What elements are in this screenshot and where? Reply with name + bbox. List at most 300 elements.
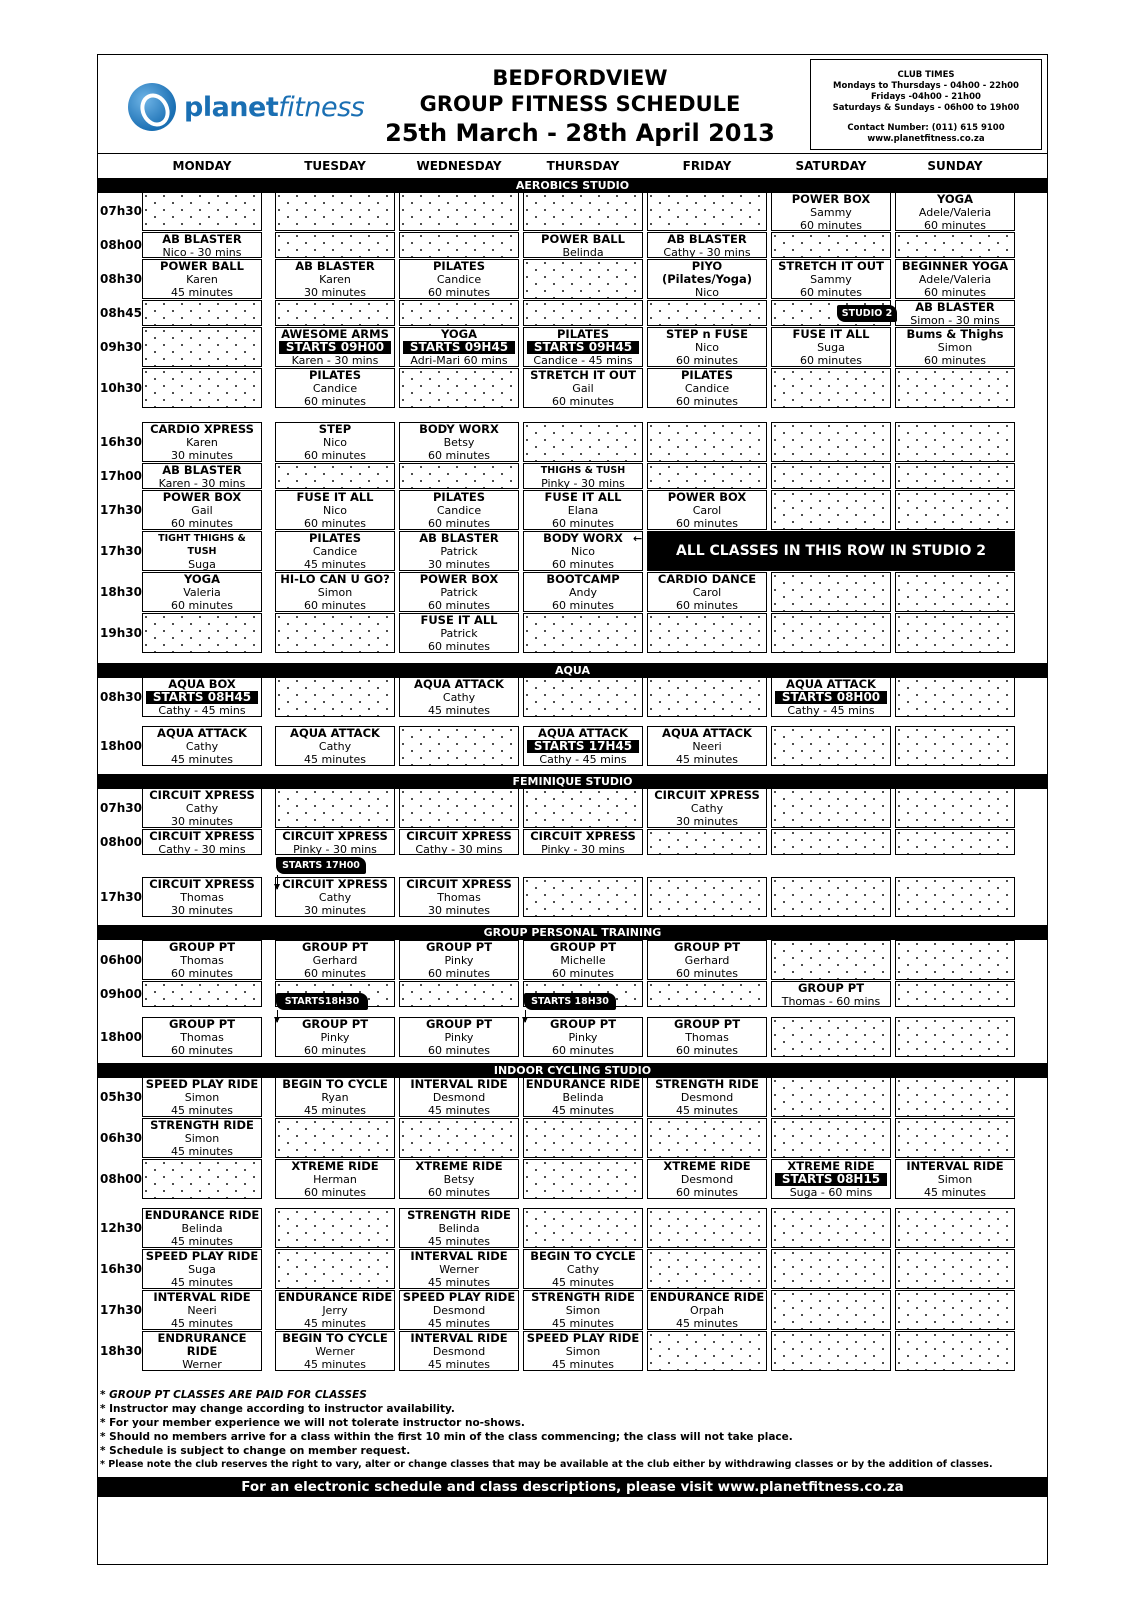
- class-detail: Suga: [817, 341, 845, 354]
- empty-slot: [523, 1159, 643, 1199]
- empty-slot: [647, 613, 767, 653]
- class-detail: Suga: [188, 1263, 216, 1276]
- class-detail: Pinky: [444, 954, 474, 967]
- class-slot: [275, 940, 395, 980]
- time-label: 17h30: [100, 890, 142, 904]
- class-slot: [142, 877, 262, 917]
- class-detail: Jerry: [322, 1304, 348, 1317]
- class-detail: Pinky - 30 mins: [541, 477, 625, 489]
- class-detail: Cathy - 30 mins: [663, 246, 751, 258]
- class-detail: Candice: [312, 382, 358, 395]
- empty-slot: [142, 981, 262, 1007]
- class-detail: Herman: [313, 1173, 357, 1186]
- class-name: GROUP PT: [425, 1017, 493, 1031]
- class-detail: 60 minutes: [303, 1186, 367, 1199]
- class-slot: [142, 1077, 262, 1117]
- class-slot: [647, 259, 767, 299]
- empty-slot: [895, 1077, 1015, 1117]
- empty-slot: [647, 300, 767, 326]
- empty-slot: [895, 1249, 1015, 1289]
- class-detail: Cathy - 45 mins: [787, 704, 875, 717]
- class-detail: Desmond: [432, 1091, 486, 1104]
- website[interactable]: www.planetfitness.co.za: [867, 134, 985, 144]
- class-slot: [142, 940, 262, 980]
- empty-slot: [275, 232, 395, 258]
- day-header-thursday: THURSDAY: [546, 159, 620, 173]
- class-detail: Pinky - 30 mins: [293, 843, 377, 855]
- class-slot: [142, 677, 262, 717]
- empty-slot: [895, 613, 1015, 653]
- empty-slot: [895, 1290, 1015, 1330]
- class-detail: Orpah: [690, 1304, 724, 1317]
- class-detail: Thomas - 60 mins: [781, 995, 881, 1007]
- class-detail: 60 minutes: [170, 1044, 234, 1057]
- class-detail: 45 minutes: [551, 1317, 615, 1330]
- class-slot: [142, 1331, 262, 1371]
- class-slot: [523, 1331, 643, 1371]
- class-slot: [647, 572, 767, 612]
- class-slot: [647, 1159, 767, 1199]
- class-detail: 30 minutes: [427, 558, 491, 571]
- day-header-saturday: SATURDAY: [795, 159, 867, 173]
- class-detail: 45 minutes: [551, 1358, 615, 1371]
- class-slot: [399, 490, 519, 530]
- class-name: AB BLASTER: [295, 259, 375, 273]
- section-bar: GROUP PERSONAL TRAINING: [98, 925, 1047, 940]
- class-detail: 45 minutes: [427, 1235, 491, 1248]
- class-detail: 60 minutes: [675, 1044, 739, 1057]
- class-slot: [399, 327, 519, 367]
- class-name: AB BLASTER: [162, 463, 242, 477]
- class-detail: 30 minutes: [675, 815, 739, 828]
- empty-slot: [771, 1017, 891, 1057]
- class-name: YOGA: [936, 192, 974, 206]
- class-slot: [399, 1159, 519, 1199]
- class-detail: 60 minutes: [799, 354, 863, 367]
- empty-slot: [399, 463, 519, 489]
- class-name: STEP: [318, 422, 352, 436]
- class-name: AQUA BOX: [168, 677, 236, 691]
- empty-slot: [275, 1118, 395, 1158]
- empty-slot: [771, 1208, 891, 1248]
- class-name: CIRCUIT XPRESS: [149, 829, 255, 843]
- start-time-badge: STARTS 17H45: [527, 740, 639, 753]
- empty-slot: [771, 572, 891, 612]
- class-slot: [523, 327, 643, 367]
- schedule-dates: 25th March - 28th April 2013: [385, 119, 775, 147]
- class-detail: Gail: [191, 504, 213, 517]
- empty-slot: [399, 232, 519, 258]
- class-name: GROUP PT: [797, 981, 865, 995]
- studio-2-banner: ALL CLASSES IN THIS ROW IN STUDIO 2: [647, 531, 1015, 571]
- empty-slot: [647, 463, 767, 489]
- class-slot: [142, 259, 262, 299]
- class-detail: Elana: [567, 504, 599, 517]
- empty-slot: [399, 726, 519, 766]
- down-arrow-icon: [277, 875, 278, 889]
- class-detail: Cathy - 30 mins: [158, 843, 246, 855]
- empty-slot: [275, 192, 395, 231]
- class-name: STRETCH IT OUT: [530, 368, 636, 382]
- time-label: 07h30: [100, 204, 142, 218]
- class-slot: [399, 1331, 519, 1371]
- time-label: 08h00: [100, 835, 142, 849]
- class-name: GROUP PT: [549, 1017, 617, 1031]
- class-slot: [142, 726, 262, 766]
- empty-slot: [399, 368, 519, 408]
- class-name: POWER BALL: [160, 259, 244, 273]
- class-name: XTREME RIDE: [787, 1159, 875, 1173]
- class-name: CIRCUIT XPRESS: [530, 829, 636, 843]
- class-name: INTERVAL RIDE: [410, 1249, 508, 1263]
- time-label: 17h30: [100, 544, 142, 558]
- class-detail: Cathy - 30 mins: [415, 843, 503, 855]
- class-detail: Thomas: [180, 891, 224, 904]
- time-label: 18h00: [100, 739, 142, 753]
- class-detail: 30 minutes: [427, 904, 491, 917]
- empty-slot: [895, 677, 1015, 717]
- time-label: 06h00: [100, 953, 142, 967]
- class-detail: 45 minutes: [551, 1104, 615, 1117]
- class-detail: Patrick: [440, 586, 478, 599]
- class-detail: Nico: [322, 504, 348, 517]
- empty-slot: [895, 1118, 1015, 1158]
- class-name: GROUP PT: [301, 940, 369, 954]
- class-detail: Candice: [312, 545, 358, 558]
- class-detail: Thomas: [437, 891, 481, 904]
- class-name: INTERVAL RIDE: [906, 1159, 1004, 1173]
- class-detail: 30 minutes: [303, 904, 367, 917]
- class-detail: Simon: [184, 1091, 220, 1104]
- class-name: PILATES: [556, 327, 610, 341]
- class-slot: [275, 829, 395, 855]
- class-name: POWER BOX: [162, 490, 242, 504]
- class-name: FUSE IT ALL: [544, 490, 622, 504]
- class-detail: 60 minutes: [303, 967, 367, 980]
- day-header-wednesday: WEDNESDAY: [416, 159, 502, 173]
- class-detail: Patrick: [440, 545, 478, 558]
- class-name: SPEED PLAY RIDE: [145, 1249, 259, 1263]
- class-name: FUSE IT ALL: [420, 613, 498, 627]
- class-detail: 60 minutes: [923, 286, 987, 299]
- class-detail: 45 minutes: [675, 1317, 739, 1330]
- empty-slot: [275, 788, 395, 828]
- class-detail: Carol: [692, 504, 722, 517]
- empty-slot: [142, 300, 262, 326]
- starts-tag: STARTS 18H30: [524, 993, 616, 1010]
- class-detail: 45 minutes: [170, 1145, 234, 1158]
- section-bar: AEROBICS STUDIO: [98, 178, 1047, 193]
- section-bar: INDOOR CYCLING STUDIO: [98, 1063, 1047, 1078]
- class-slot: [142, 463, 262, 489]
- class-slot: [523, 1290, 643, 1330]
- class-detail: Pinky: [444, 1031, 474, 1044]
- class-detail: Betsy: [443, 436, 475, 449]
- class-name: PILATES: [680, 368, 734, 382]
- empty-slot: [771, 368, 891, 408]
- empty-slot: [142, 613, 262, 653]
- empty-slot: [895, 726, 1015, 766]
- class-detail: Thomas: [180, 1031, 224, 1044]
- class-detail: 45 minutes: [303, 558, 367, 571]
- time-label: 08h30: [100, 272, 142, 286]
- class-detail: Candice: [436, 273, 482, 286]
- class-detail: Cathy: [318, 891, 352, 904]
- time-label: 07h30: [100, 801, 142, 815]
- class-name: POWER BOX: [667, 490, 747, 504]
- empty-slot: [771, 1249, 891, 1289]
- start-time-badge: STARTS 09H00: [279, 341, 391, 354]
- class-detail: 60 minutes: [427, 517, 491, 530]
- class-slot: [399, 829, 519, 855]
- start-time-badge: STARTS 09H45: [527, 341, 639, 354]
- class-detail: Werner: [439, 1263, 479, 1276]
- class-detail: 60 minutes: [427, 1044, 491, 1057]
- time-label: 06h30: [100, 1131, 142, 1145]
- class-name: BODY WORX: [419, 422, 499, 436]
- class-slot: [142, 572, 262, 612]
- class-name: YOGA: [440, 327, 478, 341]
- class-name: GROUP PT: [549, 940, 617, 954]
- class-detail: 60 minutes: [675, 517, 739, 530]
- time-label: 18h30: [100, 585, 142, 599]
- day-header-tuesday: TUESDAY: [304, 159, 366, 173]
- class-name: PILATES: [308, 531, 362, 545]
- class-slot: [523, 368, 643, 408]
- class-detail: Nico - 30 mins: [162, 246, 242, 258]
- class-detail: 45 minutes: [303, 1358, 367, 1371]
- class-name: ENDURANCE RIDE: [144, 1208, 260, 1222]
- time-label: 17h00: [100, 469, 142, 483]
- class-slot: [523, 490, 643, 530]
- empty-slot: [523, 422, 643, 462]
- class-detail: 60 minutes: [427, 286, 491, 299]
- class-slot: [275, 1077, 395, 1117]
- class-detail: Gail: [572, 382, 594, 395]
- empty-slot: [275, 1249, 395, 1289]
- class-detail: Cathy: [442, 691, 476, 704]
- class-name: PILATES: [432, 259, 486, 273]
- time-label: 18h30: [100, 1344, 142, 1358]
- class-detail: Betsy: [443, 1173, 475, 1186]
- empty-slot: [275, 677, 395, 717]
- class-name: PILATES: [432, 490, 486, 504]
- empty-slot: [895, 788, 1015, 828]
- class-detail: Ryan: [321, 1091, 349, 1104]
- class-slot: [399, 572, 519, 612]
- class-detail: Nico: [694, 286, 720, 299]
- class-name: INTERVAL RIDE: [410, 1077, 508, 1091]
- empty-slot: [771, 877, 891, 917]
- note: * Instructor may change according to instructor availability.: [100, 1403, 455, 1415]
- empty-slot: [142, 368, 262, 408]
- class-detail: 60 minutes: [170, 517, 234, 530]
- class-slot: [523, 829, 643, 855]
- class-slot: [399, 1208, 519, 1248]
- time-label: 16h30: [100, 1262, 142, 1276]
- club-times-friday: Fridays -04h00 - 21h00: [871, 92, 981, 102]
- time-label: 18h00: [100, 1030, 142, 1044]
- class-slot: [399, 1077, 519, 1117]
- empty-slot: [771, 490, 891, 530]
- class-name: STEP n FUSE: [666, 327, 748, 341]
- day-header-friday: FRIDAY: [682, 159, 732, 173]
- class-detail: 45 minutes: [303, 753, 367, 766]
- class-slot: [142, 1208, 262, 1248]
- time-label: 05h30: [100, 1090, 142, 1104]
- class-detail: Werner: [315, 1345, 355, 1358]
- class-detail: Karen - 30 mins: [158, 477, 246, 489]
- class-slot: [647, 490, 767, 530]
- class-slot: [275, 877, 395, 917]
- class-detail: 60 minutes: [427, 1186, 491, 1199]
- class-detail: 45 minutes: [427, 1104, 491, 1117]
- class-name: SPEED PLAY RIDE: [526, 1331, 640, 1345]
- class-name: POWER BOX: [791, 192, 871, 206]
- empty-slot: [895, 490, 1015, 530]
- class-detail: 60 minutes: [170, 967, 234, 980]
- class-name: BODY WORX: [543, 531, 623, 545]
- class-name: AWESOME ARMS: [281, 327, 389, 341]
- class-detail: Cathy - 45 mins: [158, 704, 246, 717]
- class-name: AB BLASTER: [162, 232, 242, 246]
- class-name: AQUA ATTACK: [290, 726, 380, 740]
- class-slot: [142, 1290, 262, 1330]
- class-detail: Candice: [436, 504, 482, 517]
- note: * Should no members arrive for a class within the first 10 min of the class commencing; the class will not take place.: [100, 1431, 793, 1443]
- class-detail: Adri-Mari 60 mins: [410, 354, 508, 367]
- class-detail: 60 minutes: [170, 599, 234, 612]
- empty-slot: [647, 981, 767, 1007]
- time-label: 17h30: [100, 1303, 142, 1317]
- class-detail: 60 minutes: [675, 599, 739, 612]
- class-detail: 45 minutes: [303, 1104, 367, 1117]
- class-slot: [895, 192, 1015, 231]
- class-name: BEGIN TO CYCLE: [282, 1077, 388, 1091]
- class-slot: [142, 1118, 262, 1158]
- class-detail: Michelle: [560, 954, 606, 967]
- class-name: XTREME RIDE: [415, 1159, 503, 1173]
- class-slot: [895, 259, 1015, 299]
- empty-slot: [647, 877, 767, 917]
- empty-slot: [895, 1331, 1015, 1371]
- class-slot: [399, 259, 519, 299]
- class-name: BEGIN TO CYCLE: [282, 1331, 388, 1345]
- empty-slot: [895, 1208, 1015, 1248]
- class-slot: [399, 531, 519, 571]
- class-slot: [771, 981, 891, 1007]
- empty-slot: [647, 422, 767, 462]
- empty-slot: [647, 1118, 767, 1158]
- class-slot: [523, 232, 643, 258]
- class-detail: 45 minutes: [675, 1104, 739, 1117]
- empty-slot: [523, 1118, 643, 1158]
- class-name: AB BLASTER: [419, 531, 499, 545]
- time-label: 19h30: [100, 626, 142, 640]
- class-slot: [275, 572, 395, 612]
- class-detail: 45 minutes: [427, 1317, 491, 1330]
- empty-slot: [647, 677, 767, 717]
- class-slot: [647, 726, 767, 766]
- empty-slot: [771, 726, 891, 766]
- class-name: Bums & Thighs: [906, 327, 1004, 341]
- class-name: ENDURANCE RIDE: [525, 1077, 641, 1091]
- empty-slot: [771, 1331, 891, 1371]
- class-name: GROUP PT: [425, 940, 493, 954]
- class-name: AQUA ATTACK: [786, 677, 876, 691]
- class-name: GROUP PT: [673, 1017, 741, 1031]
- class-detail: 60 minutes: [303, 395, 367, 408]
- empty-slot: [399, 300, 519, 326]
- empty-slot: [523, 300, 643, 326]
- class-name: AQUA ATTACK: [414, 677, 504, 691]
- class-detail: 45 minutes: [170, 1317, 234, 1330]
- class-detail: Adele/Valeria: [918, 273, 992, 286]
- class-name: FUSE IT ALL: [792, 327, 870, 341]
- empty-slot: [771, 232, 891, 258]
- start-time-badge: STARTS 08H00: [775, 691, 887, 704]
- class-slot: [275, 1331, 395, 1371]
- class-name: AQUA ATTACK: [662, 726, 752, 740]
- class-slot: [399, 677, 519, 717]
- empty-slot: [771, 788, 891, 828]
- class-name: CIRCUIT XPRESS: [406, 829, 512, 843]
- class-name: STRENGTH RIDE: [407, 1208, 511, 1222]
- class-name: TIGHT THIGHS & TUSH: [158, 533, 246, 557]
- class-slot: [771, 1159, 891, 1199]
- start-time-badge: STARTS 09H45: [403, 341, 515, 354]
- class-name: BEGINNER YOGA: [901, 259, 1009, 273]
- class-name: AB BLASTER: [915, 300, 995, 314]
- class-detail: 60 minutes: [303, 1044, 367, 1057]
- start-time-badge: STARTS 08H45: [146, 691, 258, 704]
- class-detail: Simon: [317, 586, 353, 599]
- class-detail: Patrick: [440, 627, 478, 640]
- class-detail: Sammy: [810, 273, 852, 286]
- class-slot: [142, 232, 262, 258]
- class-detail: 60 minutes: [427, 599, 491, 612]
- class-name: CIRCUIT XPRESS: [282, 877, 388, 891]
- class-detail: Valeria: [183, 586, 221, 599]
- class-slot: [523, 572, 643, 612]
- time-label: 08h00: [100, 238, 142, 252]
- class-slot: [523, 463, 643, 489]
- class-detail: Simon: [565, 1345, 601, 1358]
- time-label: 08h00: [100, 1172, 142, 1186]
- class-slot: [523, 1017, 643, 1057]
- class-name: POWER BOX: [419, 572, 499, 586]
- note: * For your member experience we will not tolerate instructor no-shows.: [100, 1417, 525, 1429]
- empty-slot: [895, 422, 1015, 462]
- class-detail: 45 minutes: [303, 1317, 367, 1330]
- class-detail: Cathy - 45 mins: [539, 753, 627, 766]
- class-slot: [523, 1077, 643, 1117]
- class-name: GROUP PT: [673, 940, 741, 954]
- class-slot: [142, 1249, 262, 1289]
- class-slot: [399, 940, 519, 980]
- class-detail: Suga: [188, 558, 216, 571]
- day-header-monday: MONDAY: [172, 159, 232, 173]
- class-detail: 60 minutes: [675, 395, 739, 408]
- empty-slot: [523, 192, 643, 231]
- empty-slot: [275, 463, 395, 489]
- empty-slot: [399, 1118, 519, 1158]
- class-detail: 60 minutes: [427, 640, 491, 653]
- class-slot: [523, 1249, 643, 1289]
- class-detail: Nico: [570, 545, 596, 558]
- note: * Please note the club reserves the right to vary, alter or change classes that may be available at the club either by withdrawing classes or by the addition of classes.: [100, 1459, 993, 1470]
- class-slot: [399, 422, 519, 462]
